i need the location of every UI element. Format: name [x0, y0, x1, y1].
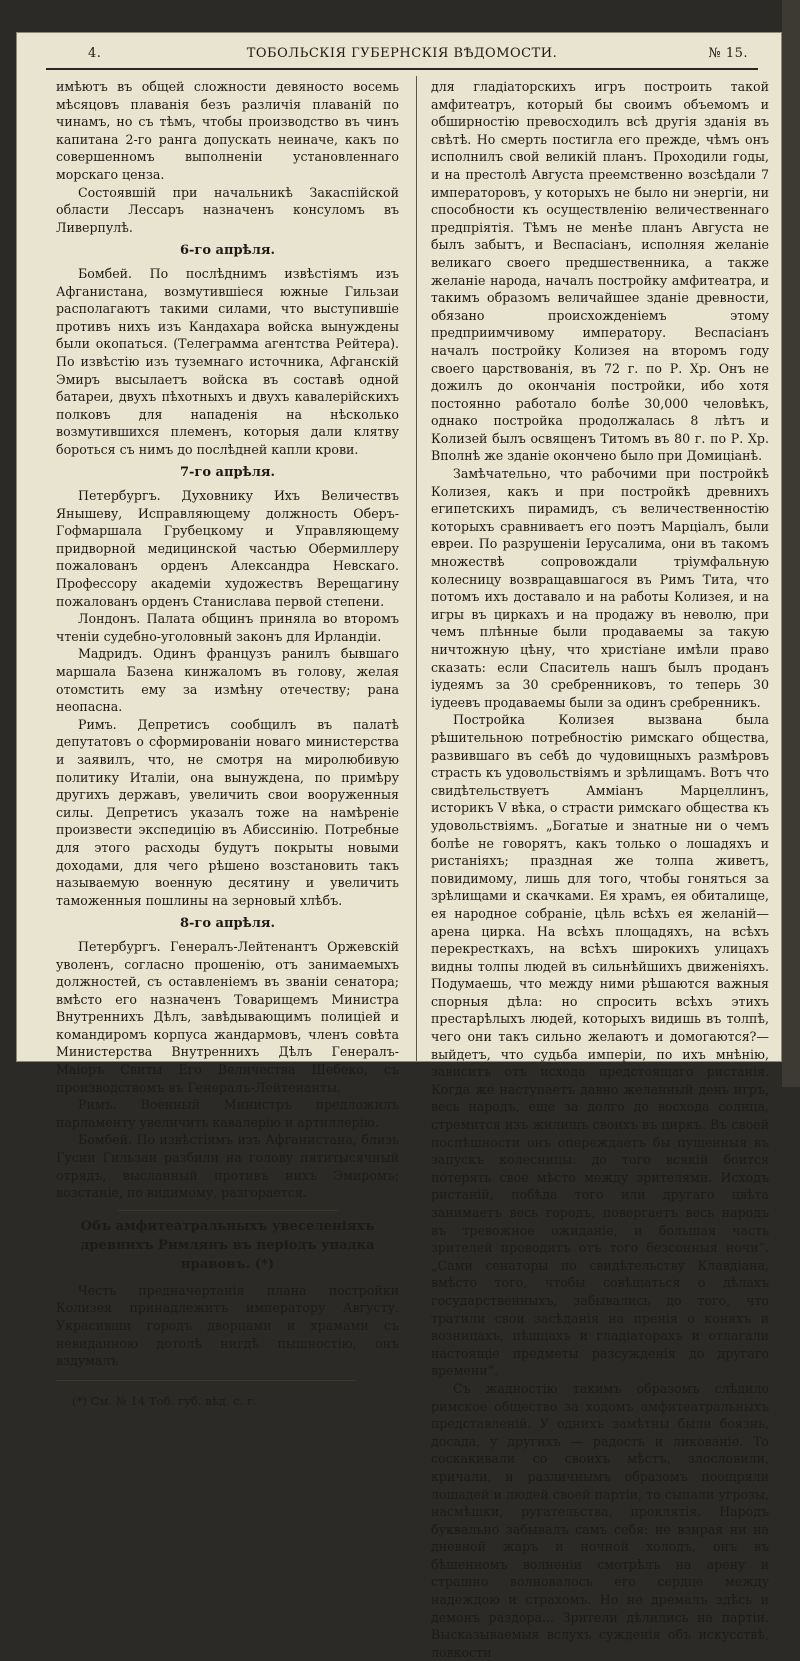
- scan-edge: [782, 0, 800, 1087]
- footnote: (*) См. № 14 Тоб. губ. вѣд. с. г.: [72, 1393, 257, 1408]
- page-header: [46, 46, 758, 70]
- footnote-rule: [56, 1380, 356, 1381]
- article-paragraph: Постройка Колизея вызвана была рѣшительною потребностію римскаго общества, развившаго въ себѣ до чудовищныхъ размѣровъ страсть къ удовольствіямъ и зрѣлищамъ. Вотъ что свидѣтельствуетъ Амміанъ Марцеллинъ, историкъ V вѣка, о страсти римскаго общества къ удовольствіямъ. „Богатые и знатные ни о чемъ болѣе не говорятъ, какъ только о лошадяхъ и ристаніяхъ; праздная же толпа живетъ, повидимому, лишь для того, чтобы гоняться за зрѣлищами и скачками. Ея храмъ, ея обиталище, ея народное собраніе, цѣль всѣхъ ея желаній—арена цирка. На всѣхъ площадяхъ, на всѣхъ перекресткахъ, на всѣхъ широкихъ улицахъ видны толпы людей въ сильнѣйшихъ движеніяхъ. Подумаешь, что между ними рѣшаются важныя спорныя дѣла: но спросить всѣхъ этихъ престарѣлыхъ людей, которыхъ видишь въ толпѣ, чего они такъ сильно желаютъ и домогаются?—выйдетъ, что судьба имперіи, по ихъ мнѣнію, зависитъ отъ исхода предстоящаго ристанія. Когда же наступаетъ давно желанный день игръ, весь народъ, еще за долго до восхода солнца, стремится изъ жилищъ своихъ въ циркъ. Въ своей поспѣшности онъ опереждаетъ бы пущенныя въ запускъ колесницы: до того всякій боится потерять свое мѣсто между зрителями. Исходъ ристаній, побѣда того или другаго цвѣта занимаетъ весь городъ, повергаетъ весь народъ въ тревожное ожиданіе, и большая часть зрителей проводитъ отъ того безсонныя ночи“. „Сами сенаторы по свидѣтельству Клавдіана, вмѣсто того, чтобы совѣщаться о дѣлахъ государственныхъ, забывались до того, что тратили свои засѣданія на пренія о коняхъ и возницахъ, пѣшцахъ и гладіаторахъ и отлагали настоящіе предметы разсужденія до другаго времени“.: [431, 712, 769, 1379]
- news-item: Мадридъ. Одинъ французъ ранилъ бывшаго маршала Базена кинжаломъ въ голову, желая отомстить ему за измѣну отечеству; рана неопасна.: [56, 646, 399, 715]
- newspaper-title: ТОБОЛЬСКІЯ ГУБЕРНСКІЯ ВѢДОМОСТИ.: [246, 46, 558, 61]
- page-number: 4.: [88, 46, 102, 61]
- date-heading: 8-го апрѣля.: [179, 916, 276, 932]
- news-item: Бомбей. По послѣднимъ извѣстіямъ изъ Афганистана, возмутившіеся южные Гильзаи располагаютъ такими силами, что выступившіе противъ нихъ изъ Кандахара войска вынуждены были окопаться. (Телеграмма агентства Рейтера). По извѣстію изъ туземнаго источника, Афганскій Эмиръ высылаетъ войска въ составѣ одной батареи, двухъ пѣхотныхъ и двухъ кавалерійскихъ полковъ для нападенія на нѣсколько возмутившихся племенъ, которыя дали клятву бороться съ нимъ до послѣдней капли крови.: [56, 265, 399, 457]
- paragraph: имѣютъ въ общей сложности девяносто восемь мѣсяцовъ плаванія безъ различія плаваній по чинамъ, но съ тѣмъ, чтобы производство въ чинъ капитана 2-го ранга допускать неиначе, какъ по совершенномъ выполненіи установленнаго морскаго ценза.: [56, 79, 399, 182]
- section-separator: [118, 1210, 338, 1211]
- article-paragraph: Честь предначертанія плана постройки Колизея принадлежитъ императору Августу. Украсивши городъ дворцами и храмами съ невиданною дотолѣ нигдѣ пышностію, онъ вздумалъ: [56, 1282, 399, 1369]
- column-divider: [416, 76, 417, 1061]
- news-item: Петербургъ. Генералъ-Лейтенантъ Оржевскій уволенъ, согласно прошенію, отъ занимаемыхъ должностей, съ оставленіемъ въ званіи сенатора; вмѣсто его назначенъ Товарищемъ Министра Внутреннихъ Дѣлъ, завѣдывающимъ полиціей и командиромъ корпуса жандармовъ, членъ совѣта Министерства Внутреннихъ Дѣлъ Генералъ-Маіоръ Свиты Его Величества Шебеко, съ производствомъ въ Генералъ-Лейтенанты.: [56, 938, 399, 1095]
- newspaper-page: [16, 32, 782, 1660]
- news-item: Римъ. Депретисъ сообщилъ въ палатѣ депутатовъ о сформированіи новаго министерства и заявилъ, что, не смотря на миролюбивую политику Италіи, она вынуждена, по примѣру другихъ державъ, увеличить свои вооруженныя силы. Депретисъ указалъ тоже на намѣреніе произвести экспедицію въ Абиссинію. Потребные для этого расходы будутъ покрыты новыми доходами, для чего рѣшено возстановить такъ называемую военную десятину и увеличить таможенныя пошлины на зерновый хлѣбъ.: [56, 716, 399, 908]
- issue-number: № 15.: [708, 46, 748, 61]
- news-item: Римъ. Военный Министръ предложилъ парламенту увеличить кавалерію и артиллерію.: [56, 1097, 399, 1130]
- paragraph: Состоявшій при начальникѣ Закаспійской области Лессаръ назначенъ консуломъ въ Ливерпулѣ.: [56, 184, 399, 235]
- article-paragraph: Съ жадностію такимъ образомъ слѣдило римское общество за ходомъ амфитеатральныхъ представленій. У однихъ замѣтны были боязнь, досада, у другихъ — радость и ликованіе. То соскакивали со своихъ мѣстъ, злословили, кричали, и различнымъ образомъ поощряли лошадей и людей своей партіи, то сыпали угрозы, насмѣшки, ругательства, проклятія. Народъ буквально забывалъ самъ себя: не взирая ни на дневной жаръ и ночной холодъ, онъ въ бѣшенномъ волненіи смотрѣлъ на арену и страшно волновалось его сердце между надеждою и страхомъ. Но не дремалъ здѣсь и демонъ раздора... Зрители дѣлились на партіи. Высказываемыя вслухъ сужденія объ искусствѣ, ловкости: [431, 1380, 769, 1660]
- date-heading: 6-го апрѣля.: [179, 243, 276, 259]
- article-paragraph: для гладіаторскихъ игръ построить такой амфитеатръ, который бы своимъ объемомъ и обширностію превосходилъ всѣ другія зданія въ свѣтѣ. Но смерть постигла его прежде, чѣмъ онъ исполнилъ свой великій планъ. Проходили годы, и на престолѣ Августа преемственно возсѣдали 7 императоровъ, у которыхъ не было ни энергіи, ни способности къ осуществленію величественнаго предпріятія. Тѣмъ не менѣе планъ Августа не былъ забытъ, и Веспасіанъ, исполняя желаніе великаго своего предшественника, а также желаніе народа, началъ постройку амфитеатра, и такимъ образомъ величайшее зданіе древности, обязано происхожденіемъ этому предприимчивому императору. Веспасіанъ началъ постройку Колизея на второмъ году своего царствованія, въ 72 г. по Р. Хр. Онъ не дожилъ до окончанія постройки, ибо хотя постоянно работало болѣе 30,000 человѣкъ, однако постройка продолжалась 8 лѣтъ и Колизей былъ освященъ Титомъ въ 80 г. по Р. Хр. Вполнѣ же зданіе окончено было при Домиціанѣ.: [431, 79, 769, 464]
- right-column: [431, 78, 769, 1661]
- news-item: Бомбей. По извѣстіямъ изъ Афганистана, близь Гусни Гильзаи разбили на голову пятитысячный отрядъ, высланный противъ нихъ Эмиромъ; возстаніе, по видимому, разгорается.: [56, 1132, 399, 1201]
- article-title: Объ амфитеатральныхъ увеселеніяхъ древнихъ Римлянъ въ періодъ упадка нравовъ. (*): [80, 1218, 375, 1272]
- news-item: Лондонъ. Палата общинъ приняла во второмъ чтеніи судебно-уголовный законъ для Ирландіи.: [56, 611, 399, 644]
- news-item: Петербургъ. Духовнику Ихъ Величествъ Янышеву, Исправляющему должность Оберъ-Гофмаршала Грубецкому и Управляющему придворной медицинской частью Обермиллеру пожалованъ орденъ Александра Невскаго. Профессору академіи художествъ Верещагину пожалованъ орденъ Станислава первой степени.: [56, 488, 399, 609]
- article-paragraph: Замѣчательно, что рабочими при постройкѣ Колизея, какъ и при постройкѣ древнихъ египетскихъ пирамидъ, съ величественностію которыхъ сравниваетъ его поэтъ Марціалъ, были евреи. По разрушеніи Іерусалима, они въ такомъ множествѣ сопровождали тріумфальную колесницу возвращавшагося въ Римъ Тита, что потомъ ихъ доставало и на работы Колизея, и на игры въ циркахъ и на продажу въ неволю, при чемъ плѣнные были продаваемы за такую ничтожную цѣну, что христіане имѣли право сказать: если Спаситель нашъ былъ проданъ іудеямъ за 30 сребренниковъ, то теперь 30 іудеевъ продаваемы были за одинъ сребренникъ.: [431, 466, 769, 710]
- left-column: [56, 78, 399, 1410]
- date-heading: 7-го апрѣля.: [179, 465, 276, 481]
